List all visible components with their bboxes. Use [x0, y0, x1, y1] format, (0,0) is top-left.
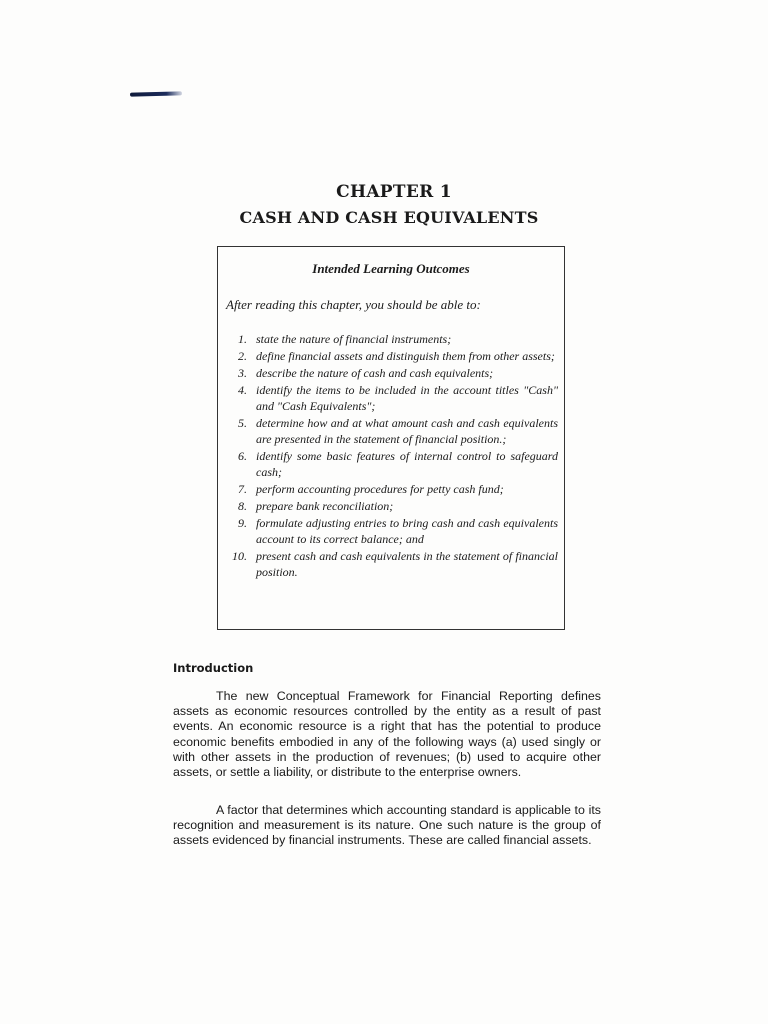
outcomes-title: Intended Learning Outcomes	[312, 261, 470, 276]
learning-outcomes-box	[217, 246, 565, 630]
paragraph-text: A factor that determines which accounting standard is applicable to its recognition and measurement is its nature. One such nature is the group of assets evidenced by financial instruments. These are called financial assets.	[173, 803, 601, 848]
list-item-number: 7.	[238, 482, 247, 496]
section-heading: Introduction	[173, 661, 254, 675]
list-item	[230, 481, 558, 497]
list-item-text: present cash and cash equivalents in the statement of financial position.	[256, 549, 558, 579]
list-item-text: define financial assets and distinguish them from other assets;	[256, 349, 555, 363]
list-item	[230, 365, 558, 381]
list-item	[230, 348, 558, 364]
list-item-number: 10.	[232, 549, 247, 563]
list-item-number: 4.	[238, 383, 247, 397]
list-item	[230, 548, 558, 580]
chapter-title: CASH AND CASH EQUIVALENTS	[239, 208, 539, 227]
list-item-text: state the nature of financial instruments;	[256, 332, 452, 346]
paragraph-text: The new Conceptual Framework for Financial Reporting defines assets as economic resources controlled by the entity as a result of past events. An economic resource is a right that has the potential to produce economic benefits embodied in any of the following ways (a) used singly or with other assets in the production of revenues; (b) used to acquire other assets, or settle a liability, or distribute to the enterprise owners.	[173, 689, 601, 780]
chapter-number: CHAPTER 1	[336, 182, 452, 202]
list-item-text: perform accounting procedures for petty cash fund;	[256, 482, 504, 496]
list-item	[230, 382, 558, 414]
list-item	[230, 415, 558, 447]
list-item-number: 3.	[238, 366, 247, 380]
list-item-number: 8.	[238, 499, 247, 513]
list-item-number: 2.	[238, 349, 247, 363]
list-item-text: prepare bank reconciliation;	[256, 499, 394, 513]
list-item	[230, 331, 558, 347]
chapter-heading	[0, 182, 768, 227]
list-item-number: 1.	[238, 332, 247, 346]
list-item-text: identify some basic features of internal control to safeguard cash;	[256, 449, 558, 479]
list-item-text: identify the items to be included in the account titles "Cash" and "Cash Equivalents";	[256, 383, 558, 413]
list-item-number: 5.	[238, 416, 247, 430]
outcomes-list	[230, 331, 558, 581]
list-item	[230, 498, 558, 514]
body-paragraph	[173, 689, 601, 780]
outcomes-intro: After reading this chapter, you should be able to:	[226, 297, 481, 312]
list-item-number: 9.	[238, 516, 247, 530]
list-item-text: determine how and at what amount cash and cash equivalents are presented in the statement of financial position.;	[256, 416, 558, 446]
list-item-text: describe the nature of cash and cash equivalents;	[256, 366, 494, 380]
list-item	[230, 448, 558, 480]
body-paragraph	[173, 803, 601, 849]
list-item-text: formulate adjusting entries to bring cash and cash equivalents account to its correct balance; and	[256, 516, 558, 546]
list-item	[230, 515, 558, 547]
list-item-number: 6.	[238, 449, 247, 463]
scan-edge-mark	[130, 91, 182, 96]
